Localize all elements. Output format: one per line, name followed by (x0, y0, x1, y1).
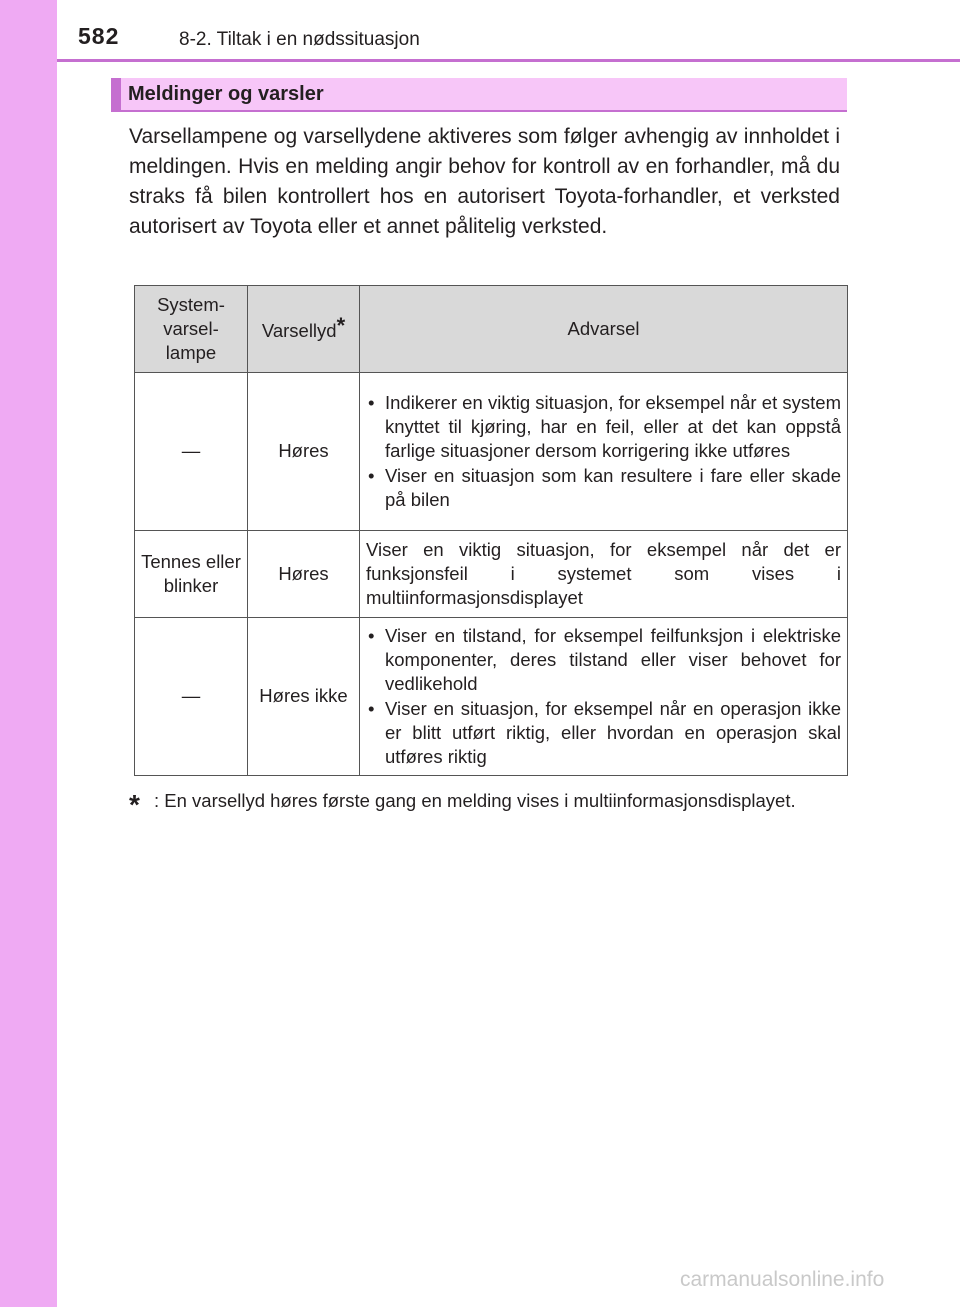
section-header (111, 78, 847, 112)
warning-table (134, 285, 848, 776)
list-item: • Viser en situasjon som kan resultere i fare eller skade på bilen (366, 464, 841, 512)
table-row (135, 618, 848, 776)
lamp-cell: — (135, 373, 248, 531)
sound-cell: Høres ikke (248, 618, 360, 776)
footnote-mark (129, 788, 153, 820)
lamp-cell: — (135, 618, 248, 776)
header-warning-sound (248, 286, 360, 373)
list-item: • Indikerer en viktig situasjon, for eksempel når et system knyttet til kjøring, har en feil, eller at det kan oppstå farlige situasjoner dersom korrigering ikke utføres (366, 391, 841, 464)
warning-bullet-list (366, 391, 841, 512)
lamp-cell: Tennes eller blinker (135, 531, 248, 618)
table-row (135, 531, 848, 618)
intro-paragraph: Varsellampene og varsellydene aktiveres som følger avhengig av innholdet i meldingen. Hvis en melding angir behov for kontroll av en forhandler, må du straks få bilen kontrollert hos en autorisert Toyota-forhandler, et verksted autorisert av Toyota eller et annet pålitelig verksted. (129, 125, 840, 238)
section-title: Meldinger og varsler (128, 83, 324, 105)
watermark: carmanualsonline.info (680, 1268, 885, 1291)
footnote (129, 788, 840, 820)
list-item: • Viser en situasjon, for eksempel når en operasjon ikke er blitt utført riktig, eller hvordan en operasjon skal utføres riktig (366, 697, 841, 770)
header-divider (57, 59, 960, 62)
sound-cell: Høres (248, 373, 360, 531)
page-number: 582 (78, 23, 120, 49)
list-item: • Viser en tilstand, for eksempel feilfunksjon i elektriske komponenter, deres tilstand eller viser behovet for vedlikehold (366, 624, 841, 697)
table-header-row (135, 286, 848, 373)
footnote-asterisk: * (129, 789, 140, 820)
table-row (135, 373, 848, 531)
sound-cell: Høres (248, 531, 360, 618)
asterisk-mark: * (336, 313, 346, 339)
side-color-band (0, 0, 57, 1307)
header-system-lamp: System-varsel-lampe (135, 286, 248, 373)
chapter-title: 8-2. Tiltak i en nødssituasjon (179, 29, 420, 50)
warning-cell (360, 618, 848, 776)
footnote-text: : En varsellyd høres første gang en melding vises i multiinformasjonsdisplayet. (154, 790, 796, 811)
header-warning: Advarsel (360, 286, 848, 373)
warning-cell (360, 373, 848, 531)
warning-bullet-list (366, 624, 841, 769)
header-warning-sound-label: Varsellyd (261, 320, 337, 342)
warning-cell: Viser en viktig situasjon, for eksempel når det er funksjonsfeil i systemet som vises i multiinformasjonsdisplayet (360, 531, 848, 618)
